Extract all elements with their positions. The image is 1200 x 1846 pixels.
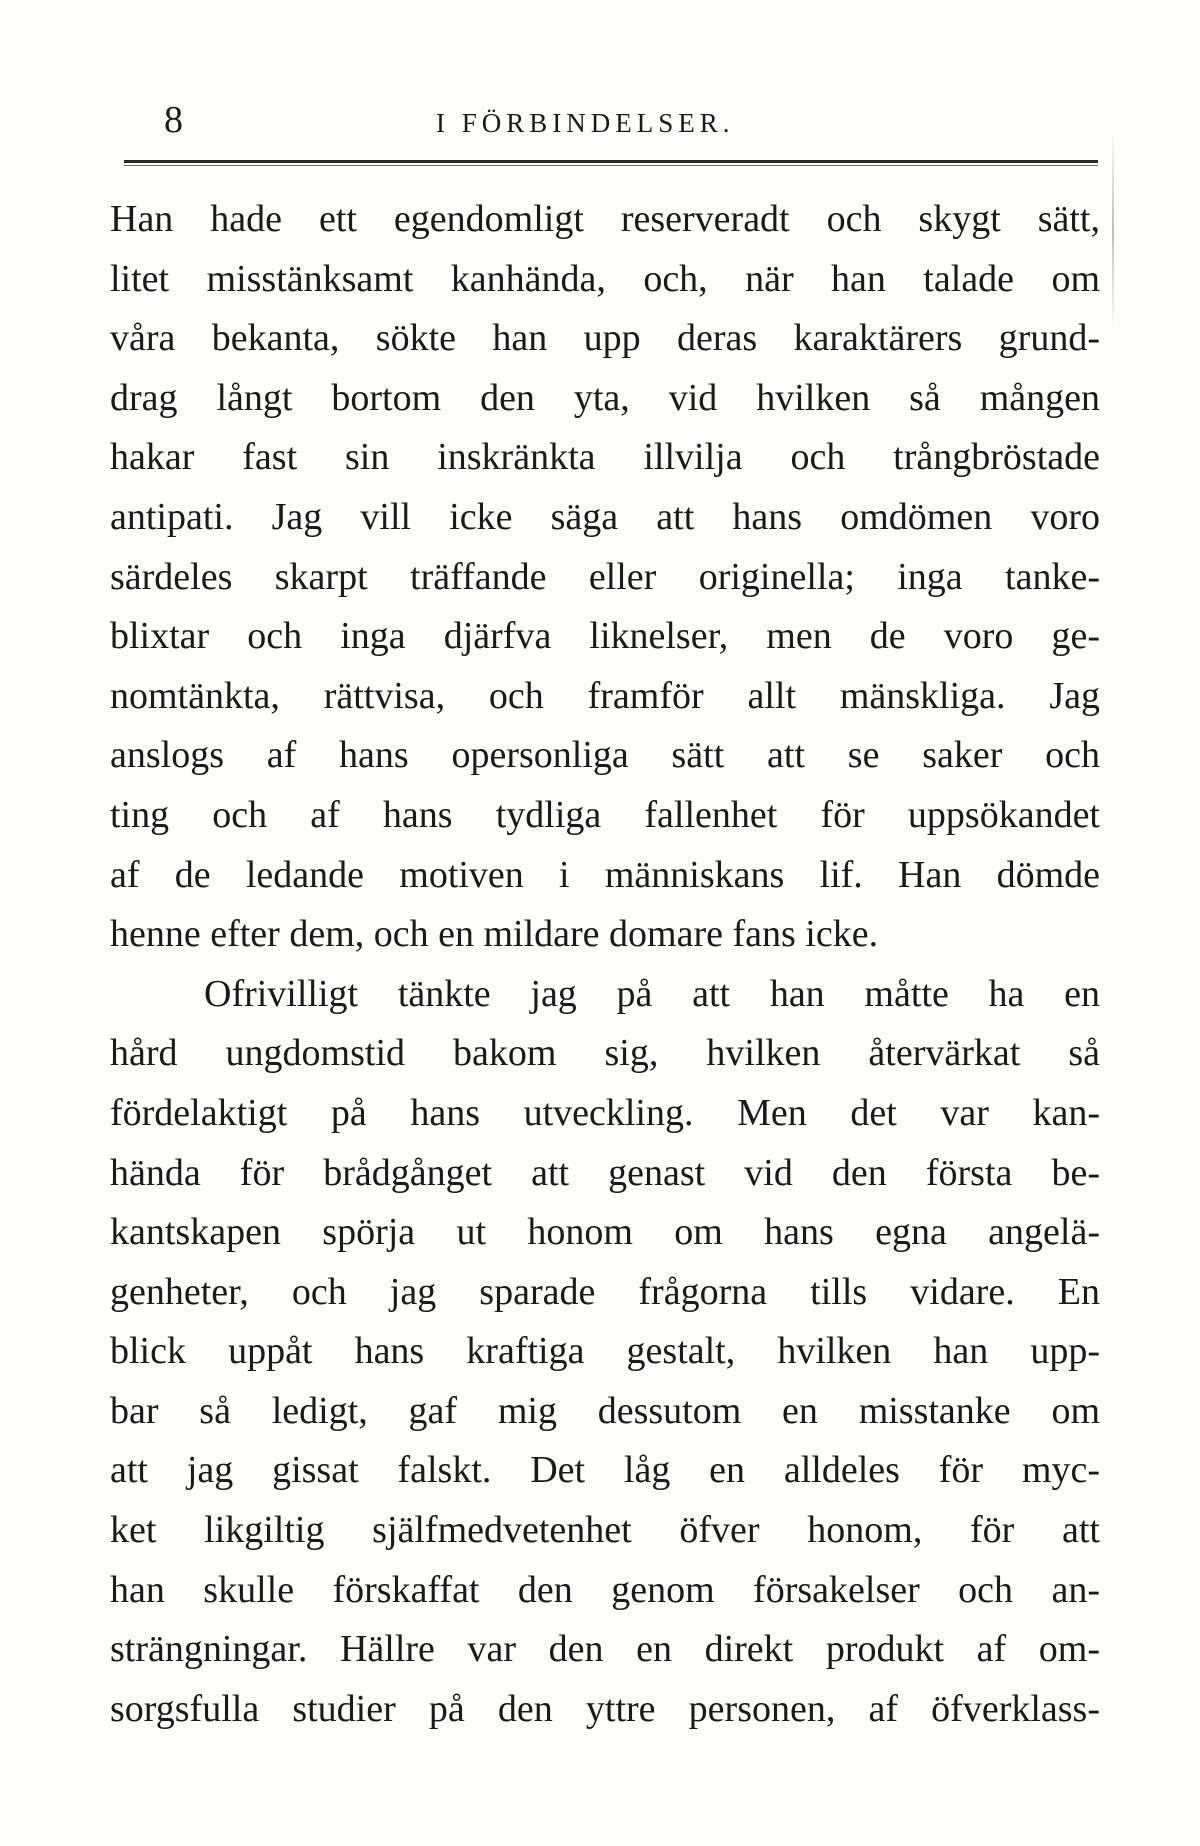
text-line: anslogs af hans opersonliga sätt att se saker och bbox=[110, 734, 1100, 777]
text-line: antipati. Jag vill icke säga att hans omdömen voro bbox=[110, 495, 1100, 538]
text-line: blixtar och inga djärfva liknelser, men de voro ge- bbox=[110, 615, 1100, 658]
text-line: bar så ledigt, gaf mig dessutom en misstanke om bbox=[110, 1389, 1100, 1432]
page-header bbox=[160, 98, 1090, 148]
text-line: ket likgiltig själfmedvetenhet öfver honom, för att bbox=[110, 1509, 1100, 1552]
text-line: hända för brådgånget att genast vid den första be- bbox=[110, 1151, 1100, 1194]
text-line: henne efter dem, och en mildare domare fans icke. bbox=[110, 913, 879, 956]
header-rule bbox=[124, 160, 1098, 166]
text-line: blick uppåt hans kraftiga gestalt, hvilken han upp- bbox=[110, 1330, 1100, 1373]
running-title: I FÖRBINDELSER. bbox=[436, 108, 735, 138]
text-line: ting och af hans tydliga fallenhet för uppsökandet bbox=[110, 793, 1100, 836]
text-line: Han hade ett egendomligt reserveradt och skygt sätt, bbox=[110, 198, 1100, 240]
text-line: drag långt bortom den yta, vid hvilken så mången bbox=[110, 376, 1100, 419]
text-line: strängningar. Hällre var den en direkt produkt af om- bbox=[110, 1628, 1100, 1671]
text-line: hård ungdomstid bakom sig, hvilken återvärkat så bbox=[110, 1032, 1100, 1075]
text-line: att jag gissat falskt. Det låg en alldeles för myc- bbox=[110, 1449, 1100, 1492]
text-line: af de ledande motiven i människans lif. Han dömde bbox=[110, 853, 1100, 896]
text-line: nomtänkta, rättvisa, och framför allt mänskliga. Jag bbox=[110, 674, 1100, 717]
body-text bbox=[110, 190, 1100, 1739]
text-line: fördelaktigt på hans utveckling. Men det var kan- bbox=[110, 1091, 1100, 1134]
text-line: litet misstänksamt kanhända, och, när han talade om bbox=[110, 257, 1100, 300]
page-edge-shadow bbox=[1112, 130, 1114, 330]
page-number: 8 bbox=[164, 99, 183, 141]
text-line: särdeles skarpt träffande eller originella; inga tanke- bbox=[110, 555, 1100, 598]
text-line: våra bekanta, sökte han upp deras karaktärers grund- bbox=[110, 317, 1100, 360]
text-line: Ofrivilligt tänkte jag på att han måtte ha en bbox=[204, 972, 1100, 1015]
text-line: han skulle förskaffat den genom försakelser och an- bbox=[110, 1568, 1100, 1611]
text-line: hakar fast sin inskränkta illvilja och trångbröstade bbox=[110, 436, 1100, 479]
text-line: sorgsfulla studier på den yttre personen, af öfverklass- bbox=[110, 1687, 1100, 1730]
text-line: genheter, och jag sparade frågorna tills vidare. En bbox=[110, 1270, 1100, 1313]
text-line: kantskapen spörja ut honom om hans egna angelä- bbox=[110, 1211, 1100, 1254]
